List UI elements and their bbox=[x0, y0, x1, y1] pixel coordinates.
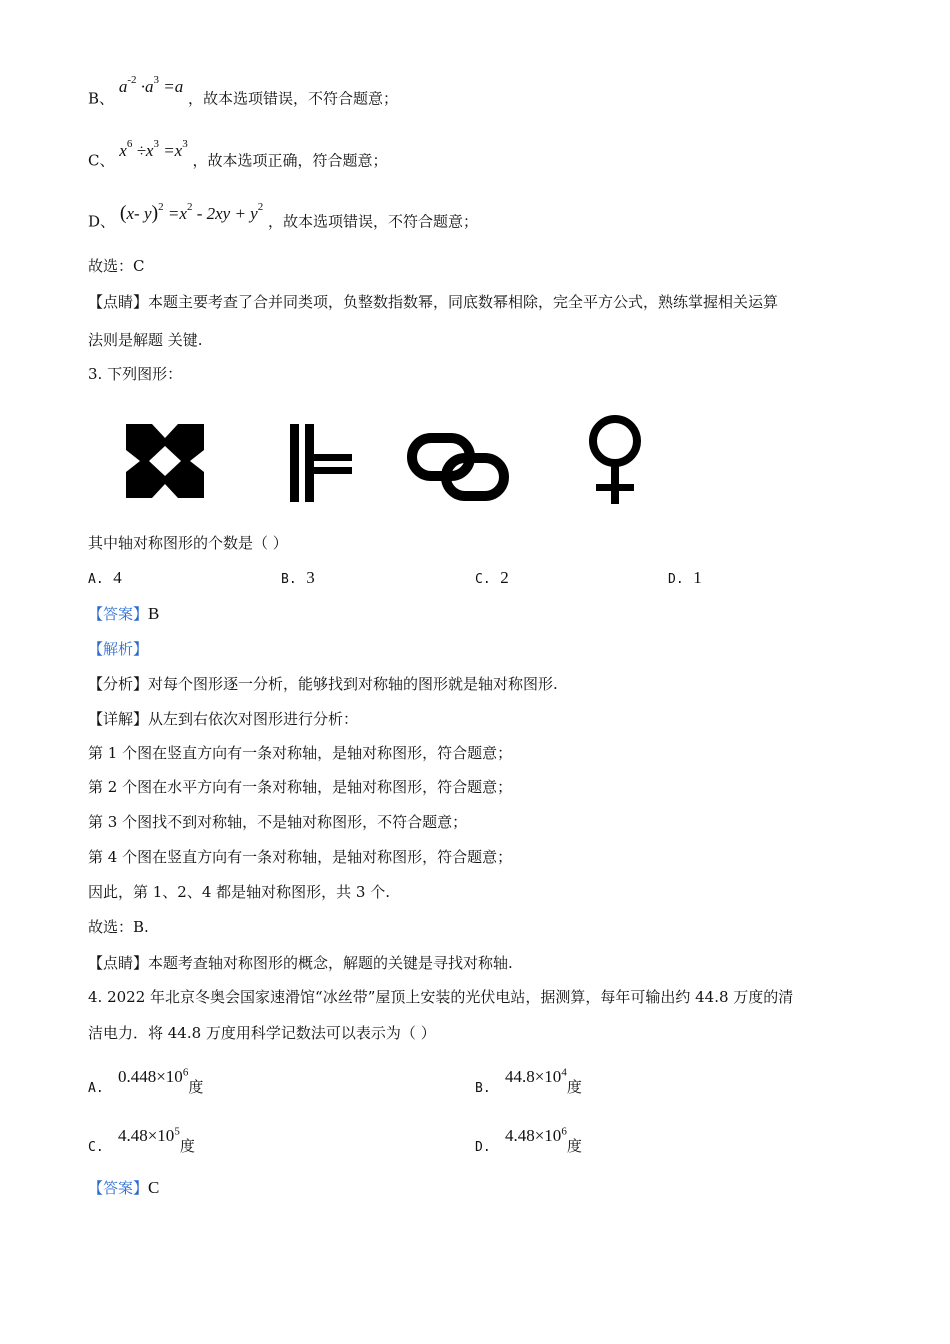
figure-4-female-symbol-icon bbox=[582, 414, 648, 506]
fenxi-tag: 【分析】 bbox=[88, 675, 149, 693]
q3-stem: 3. 下列图形： bbox=[88, 365, 183, 383]
option-unit: 度 bbox=[179, 1136, 195, 1155]
q4-stem-line-2: 洁电力．将 44.8 万度用科学记数法可以表示为（ ） bbox=[88, 1024, 436, 1042]
option-formula: $44.8\times 10^4$ bbox=[504, 1066, 567, 1086]
q3-answer bbox=[88, 604, 159, 624]
option-value: 1 bbox=[693, 568, 702, 587]
q3-detail-line: 第 3 个图找不到对称轴，不是轴对称图形，不符合题意； bbox=[88, 813, 468, 831]
tip-text: 本题考查轴对称图形的概念，解题的关键是寻找对称轴. bbox=[148, 954, 513, 972]
q4-stem-line-1: 4. 2022 年北京冬奥会国家速滑馆“冰丝带”屋顶上安装的光伏电站，据测算，每年可输出约 44.8 万度的清 bbox=[88, 988, 794, 1006]
option-label: B. bbox=[281, 572, 297, 587]
option-label: D. bbox=[475, 1139, 491, 1155]
formula-d: (x- $y)^2 =x^2 - 2xy + y^2$ bbox=[119, 201, 264, 224]
option-comment: ，故本选项错误，不符合题意； bbox=[268, 212, 479, 231]
option-label: A. bbox=[88, 1080, 104, 1096]
q3-fenxi bbox=[88, 674, 558, 694]
q3-detail-line: 第 2 个图在水平方向有一条对称轴，是轴对称图形，符合题意； bbox=[88, 778, 513, 796]
q4-option-a[interactable] bbox=[88, 1062, 204, 1096]
figure-2-bars-icon bbox=[288, 422, 354, 504]
option-label: C、 bbox=[88, 151, 115, 170]
figure-3-chain-icon bbox=[406, 432, 510, 504]
q3-detail-line: 因此，第 1、2、4 都是轴对称图形，共 3 个. bbox=[88, 883, 391, 901]
option-formula: $4.48\times 10^5$ bbox=[117, 1125, 180, 1145]
detail-text: 从左到右依次对图形进行分析： bbox=[148, 710, 359, 728]
tip-tag: 【点睛】 bbox=[88, 954, 149, 972]
tip-tag: 【点睛】 bbox=[88, 293, 149, 311]
option-value: 3 bbox=[306, 568, 315, 587]
option-comment: ，故本选项错误，不符合题意； bbox=[188, 89, 399, 108]
q4-option-c[interactable] bbox=[88, 1121, 195, 1155]
answer-tag: 【答案】 bbox=[88, 605, 149, 623]
option-unit: 度 bbox=[566, 1077, 582, 1096]
detail-tag: 【详解】 bbox=[88, 710, 149, 728]
option-label: B、 bbox=[88, 89, 115, 108]
option-unit: 度 bbox=[566, 1136, 582, 1155]
q3-option-a[interactable] bbox=[88, 568, 122, 590]
q3-tip bbox=[88, 953, 513, 973]
prev-tip bbox=[88, 292, 778, 312]
option-value: 4 bbox=[113, 568, 122, 587]
option-unit: 度 bbox=[188, 1077, 204, 1096]
answer-value: B bbox=[148, 604, 160, 623]
prev-option-b bbox=[88, 74, 399, 109]
prev-option-d bbox=[88, 201, 479, 232]
option-label: A. bbox=[88, 572, 104, 587]
figure-1-block-icon bbox=[126, 424, 204, 498]
q3-detail bbox=[88, 709, 358, 729]
answer-value: C bbox=[148, 1178, 160, 1197]
prev-choice: 故选：C bbox=[88, 257, 145, 275]
formula-b: $a^{-2} \cdot a^3 =a$ bbox=[118, 74, 184, 96]
fenxi-text: 对每个图形逐一分析，能够找到对称轴的图形就是轴对称图形. bbox=[148, 675, 558, 693]
option-label: C. bbox=[475, 572, 491, 587]
option-formula: $0.448\times 10^6$ bbox=[117, 1066, 189, 1086]
q4-option-b[interactable] bbox=[475, 1062, 582, 1096]
option-formula: $4.48\times 10^6$ bbox=[504, 1125, 567, 1145]
answer-tag: 【答案】 bbox=[88, 1179, 149, 1197]
option-label: D、 bbox=[88, 212, 116, 231]
q4-answer bbox=[88, 1178, 159, 1198]
q4-option-d[interactable] bbox=[475, 1121, 582, 1155]
option-label: C. bbox=[88, 1139, 104, 1155]
q3-choice: 故选：B. bbox=[88, 918, 149, 936]
option-label: B. bbox=[475, 1080, 491, 1096]
q3-option-d[interactable] bbox=[668, 568, 702, 590]
q3-option-b[interactable] bbox=[281, 568, 315, 590]
option-value: 2 bbox=[500, 568, 509, 587]
q3-detail-line: 第 4 个图在竖直方向有一条对称轴，是轴对称图形，符合题意； bbox=[88, 848, 513, 866]
option-comment: ，故本选项正确，符合题意； bbox=[192, 151, 388, 170]
option-label: D. bbox=[668, 572, 684, 587]
prev-option-c bbox=[88, 138, 388, 171]
q3-analysis-tag: 【解析】 bbox=[88, 640, 149, 658]
q3-question: 其中轴对称图形的个数是（ ） bbox=[88, 534, 288, 552]
prev-tip-cont: 法则是解题 关键. bbox=[88, 331, 203, 349]
tip-text: 本题主要考查了合并同类项，负整数指数幂，同底数幂相除，完全平方公式，熟练掌握相关运算 bbox=[148, 293, 779, 311]
q3-option-c[interactable] bbox=[475, 568, 509, 590]
q3-detail-line: 第 1 个图在竖直方向有一条对称轴，是轴对称图形，符合题意； bbox=[88, 744, 513, 762]
formula-c: $x^6 \div x^3 =x^3$ bbox=[119, 138, 188, 160]
